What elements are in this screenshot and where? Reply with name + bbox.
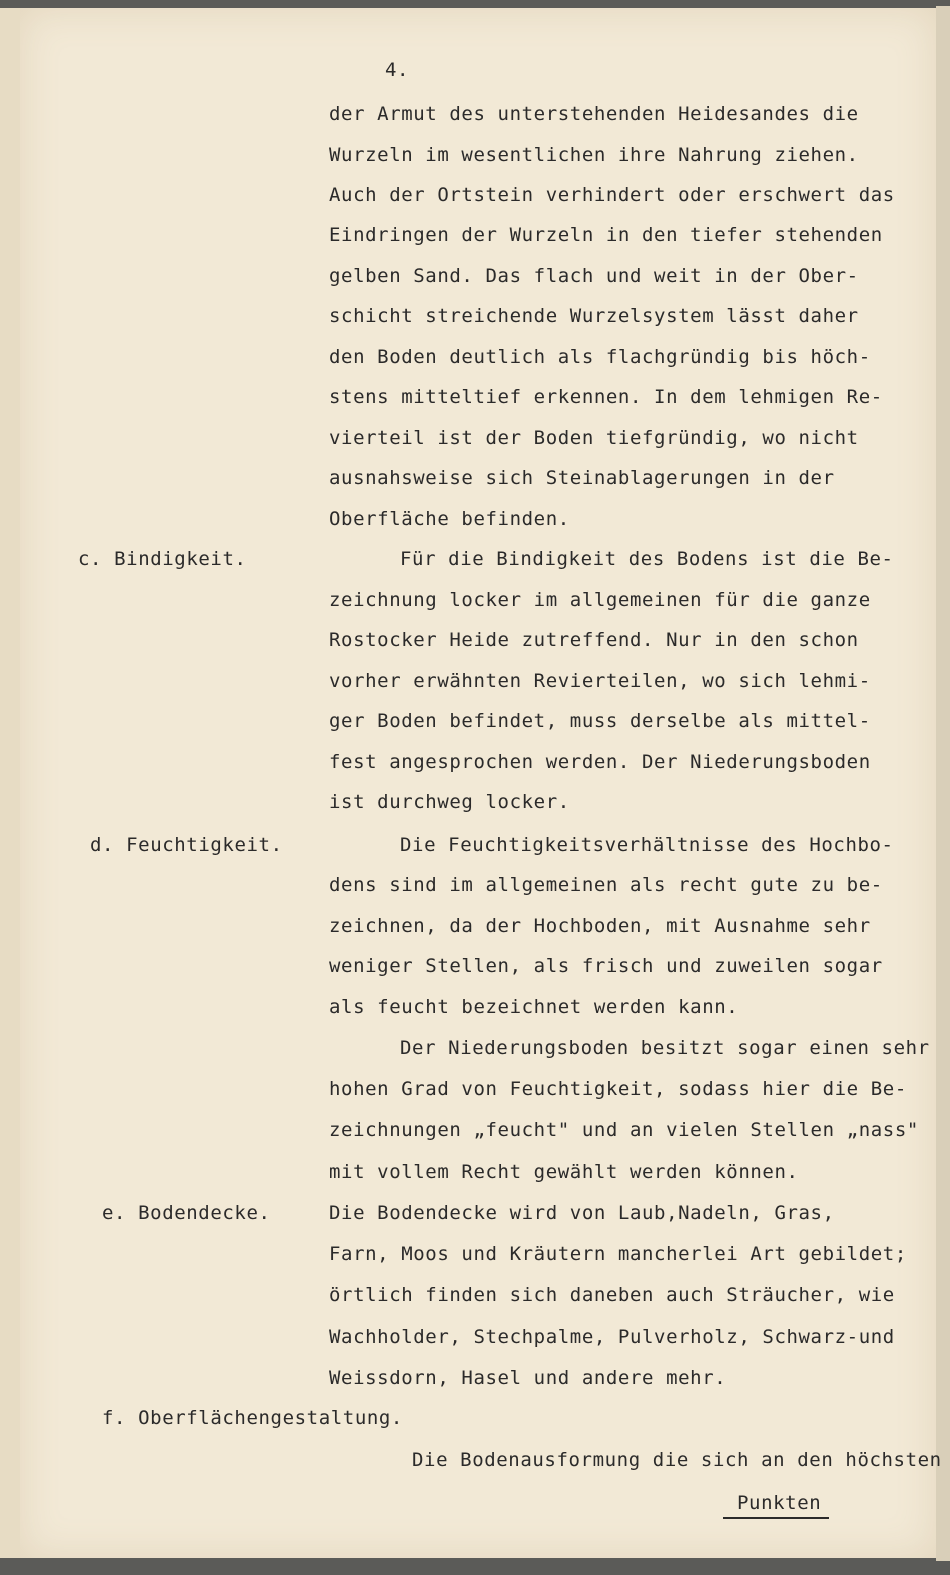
text-line: fest angesprochen werden. Der Niederungsboden [329, 751, 871, 773]
catchword: Punkten [723, 1491, 829, 1519]
text-line: Farn, Moos und Kräutern mancherlei Art gebildet; [329, 1243, 907, 1265]
text-line: zeichnungen „feucht" und an vielen Stellen „nass" [329, 1119, 919, 1141]
text-line: ausnahsweise sich Steinablagerungen in der [329, 467, 835, 489]
text-line: Oberfläche befinden. [329, 508, 570, 530]
text-line: der Armut des unterstehenden Heidesandes die [329, 103, 859, 125]
text-line: als feucht bezeichnet werden kann. [329, 996, 739, 1018]
right-page-edge [936, 6, 950, 1561]
text-line: Eindringen der Wurzeln in den tiefer stehenden [329, 224, 883, 246]
text-line: vierteil ist der Boden tiefgründig, wo nicht [329, 427, 859, 449]
text-line: weniger Stellen, als frisch und zuweilen sogar [329, 955, 883, 977]
section-label-oberflaechengestaltung: f. Oberflächengestaltung. [102, 1407, 403, 1429]
section-label-feuchtigkeit: d. Feuchtigkeit. [90, 834, 283, 856]
text-line: Für die Bindigkeit des Bodens ist die Be- [400, 548, 894, 570]
text-line: Die Bodenausformung die sich an den höchsten [412, 1449, 942, 1471]
text-line: Der Niederungsboden besitzt sogar einen sehr [400, 1037, 930, 1059]
text-line: zeichnen, da der Hochboden, mit Ausnahme sehr [329, 915, 871, 937]
document-page [20, 8, 942, 1558]
text-line: stens mitteltief erkennen. In dem lehmigen Re- [329, 386, 883, 408]
text-line: ger Boden befindet, muss derselbe als mittel- [329, 710, 871, 732]
page-number: 4. [385, 59, 410, 81]
text-line: örtlich finden sich daneben auch Sträucher, wie [329, 1284, 895, 1306]
text-line: Weissdorn, Hasel und andere mehr. [329, 1367, 727, 1389]
text-line: ist durchweg locker. [329, 791, 570, 813]
text-line: Auch der Ortstein verhindert oder erschwert das [329, 184, 895, 206]
text-line: den Boden deutlich als flachgründig bis höch- [329, 346, 871, 368]
left-page-edge [0, 8, 20, 1558]
section-label-bindigkeit: c. Bindigkeit. [78, 548, 247, 570]
text-line: Wachholder, Stechpalme, Pulverholz, Schwarz-und [329, 1326, 895, 1348]
text-line: dens sind im allgemeinen als recht gute zu be- [329, 874, 883, 896]
text-line: Die Feuchtigkeitsverhältnisse des Hochbo- [400, 834, 894, 856]
text-line: Rostocker Heide zutreffend. Nur in den schon [329, 629, 859, 651]
text-line: Die Bodendecke wird von Laub,Nadeln, Gras, [329, 1202, 835, 1224]
text-line: Wurzeln im wesentlichen ihre Nahrung ziehen. [329, 144, 859, 166]
text-line: vorher erwähnten Revierteilen, wo sich lehmi- [329, 670, 871, 692]
section-label-bodendecke: e. Bodendecke. [102, 1202, 271, 1224]
text-line: zeichnung locker im allgemeinen für die ganze [329, 589, 871, 611]
text-line: hohen Grad von Feuchtigkeit, sodass hier die Be- [329, 1078, 907, 1100]
text-line: schicht streichende Wurzelsystem lässt daher [329, 305, 859, 327]
text-line: mit vollem Recht gewählt werden können. [329, 1161, 799, 1183]
text-line: gelben Sand. Das flach und weit in der Ober- [329, 265, 859, 287]
